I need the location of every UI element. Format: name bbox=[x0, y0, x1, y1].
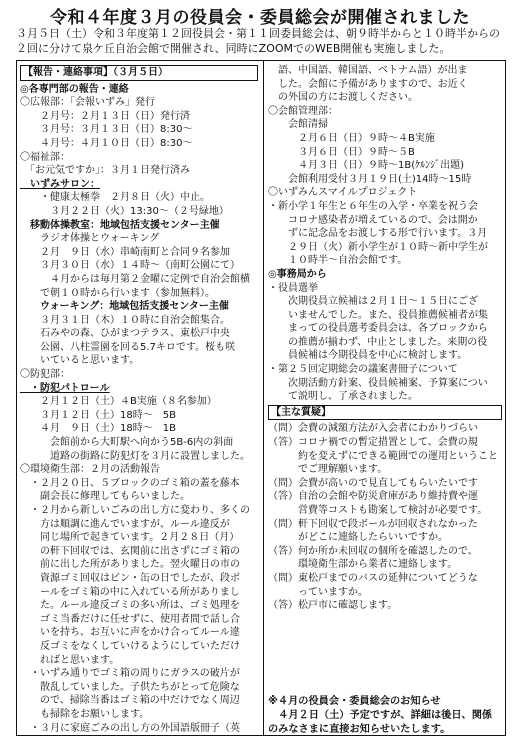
text-line: （問）東松戸までのバスの延伸についてどうな bbox=[268, 572, 478, 584]
text-line: の推薦が揃わず、中止としました。来期の役 bbox=[268, 336, 488, 348]
text-line: ４月からは毎月第２金曜に定例で自治会館横 bbox=[20, 273, 250, 285]
text-line: 【報告・連絡事項】（３月５日） bbox=[20, 65, 258, 81]
notice-section bbox=[268, 695, 502, 737]
text-line: 道路の街路に防犯灯を３月に設置しました。 bbox=[20, 450, 250, 462]
text-line: 次期役員立候補は２月１日～１５日にござ bbox=[268, 296, 478, 308]
text-line: ラジオ体操とウォーキング bbox=[20, 233, 160, 245]
text-line: ４月３日（日）９時～1B(ｹﾙﾝｼﾞ出題) bbox=[268, 160, 465, 172]
text-line: 副会長に修理してもらいました。 bbox=[20, 491, 190, 503]
text-line: 〇広報部：「会報いずみ」発行 bbox=[20, 97, 155, 109]
text-line: ４月 ９日（土）18時～ 1B bbox=[20, 423, 176, 435]
text-line: ３月号：３月１３日（日）8:30～ bbox=[20, 124, 193, 136]
text-line: ３月１２日（土）18時～ 5B bbox=[20, 409, 176, 421]
text-line: ３月６日（日）９時～５B bbox=[268, 146, 415, 158]
intro-line: ３月５日（土）令和３年度第１２回役員会・第１１回委員総会は、朝９時半からと１０時半からの bbox=[16, 27, 500, 40]
text-line: ２月 ９日（水）串崎南町と合同９名参加 bbox=[20, 246, 230, 258]
text-line: ・第２５回定期総会の議案書冊子について bbox=[268, 364, 458, 376]
text-line: 〇いずみんスマイルプロジェクト bbox=[268, 187, 418, 199]
text-line: ３月３１日（木）１０時に自治会館集合。 bbox=[20, 314, 230, 326]
text-line: ・新小学１年生と６年生の入学・卒業を祝う会 bbox=[268, 200, 478, 212]
text-line: 【主な質疑】 bbox=[268, 405, 502, 421]
text-line: ２９日（火）新小学生が１０時～新中学生が bbox=[268, 241, 488, 253]
text-line: 反ゴミをなくしていけるようにしていただけ bbox=[20, 640, 240, 652]
text-line: 〇会館管理部： bbox=[268, 105, 338, 117]
text-line: 移動体操教室：地域包括支援センター主催 bbox=[20, 219, 220, 231]
text-line: 会館前から大町駅へ向かう5B-6内の斜面 bbox=[20, 437, 234, 449]
text-line: いていると思います。 bbox=[20, 355, 140, 367]
text-line: 約を変えずにできる範囲での運用ということ bbox=[268, 450, 498, 462]
text-line: ・役員選挙 bbox=[268, 282, 318, 294]
text-line: ４月号：４月１０日（日）8:30～ bbox=[20, 137, 193, 149]
text-line: 次期活動方針案、役員候補案、予算案につい bbox=[268, 377, 488, 389]
text-line: ・３月に家庭ごみの出し方の外国語版冊子（英 bbox=[20, 722, 240, 734]
text-line: ・２月２０日、５ブロックのゴミ箱の蓋を藤本 bbox=[20, 477, 240, 489]
text-line: （答）コロナ禍での暫定措置として、会費の規 bbox=[268, 437, 478, 449]
text-line: ◎各専門部の報告・連絡 bbox=[20, 83, 129, 95]
text-line: た。ルール違反ゴミの多い所は、ゴミ処理を bbox=[20, 600, 240, 612]
text-line: ◎事務局から bbox=[268, 268, 327, 280]
text-line: ずに記念品をお渡しする形で行います。３月 bbox=[268, 228, 488, 240]
text-line: 前に出した所がありました。翌火曜日の市の bbox=[20, 559, 240, 571]
text-line: （答）松戸市に確認します。 bbox=[268, 600, 398, 612]
text-line: 公園、八柱霊園を回る5.7キロです。桜も咲 bbox=[20, 341, 236, 353]
text-line: ・いずみ通りでゴミ箱の周りにガラスの破片が bbox=[20, 668, 240, 680]
text-line: 方は順調に進んでいますが、ルール違反が bbox=[20, 518, 230, 530]
text-line: 〇環境衛生部：２月の活動報告 bbox=[20, 464, 160, 476]
column-divider bbox=[263, 60, 264, 736]
text-line: 員候補は今期役員を中心に検討します。 bbox=[268, 350, 468, 362]
text-line: ・防犯パトロール bbox=[20, 382, 110, 394]
left-column bbox=[20, 64, 258, 735]
text-line: ２月６日（日）９時～４B実施 bbox=[268, 132, 435, 144]
text-line: ればと思います。 bbox=[20, 654, 120, 666]
text-line: 営費等コストも勘案して検討が必要です。 bbox=[268, 505, 488, 516]
text-line: がどこに連絡したらいいですか。 bbox=[268, 532, 448, 544]
text-line: ・健康太極拳 ２月８日（火）中止。 bbox=[20, 192, 210, 204]
text-line: ゴミ当番だけに任せずに、使用者間で話し合 bbox=[20, 613, 240, 625]
text-line: 資源ゴミ回収はビン・缶の日でしたが、段ボ bbox=[20, 572, 240, 584]
text-line: 〇防犯部： bbox=[20, 369, 70, 381]
text-line: 「お元気ですか」：３月１日発行済み bbox=[20, 165, 190, 177]
text-line: 語、中国語、韓国語、ベトナム語）が出ま bbox=[268, 65, 468, 76]
notice-heading: ※４月の役員会・委員総会のお知らせ bbox=[268, 696, 441, 707]
text-line: 石みやの森、ひがまつテラス、東松戸中央 bbox=[20, 328, 230, 340]
text-line: ールをゴミ箱の中に入れている所がありまし bbox=[20, 586, 240, 598]
text-line: いずみサロン： bbox=[20, 178, 100, 190]
text-line: 〇福祉部： bbox=[20, 151, 70, 163]
text-line: でご理解願います。 bbox=[268, 464, 388, 476]
intro-line: ２回に分けて泉ケ丘自治会館で開催され、同時にZOOMでのWEB開催も実施しました。 bbox=[16, 42, 451, 55]
text-line: 会館利用受付３月１９日(土)14時～15時 bbox=[268, 173, 472, 185]
text-line: の外国の方にお渡しください。 bbox=[268, 92, 418, 104]
text-line: で朝１０時から行います（参加無料）。 bbox=[20, 287, 215, 299]
text-line: （答）何か所か未回収の個所を確認したので、 bbox=[268, 545, 478, 557]
text-line: した。会館に予備がありますので、お近く bbox=[268, 78, 468, 90]
text-line: いませんでした。また、役員推薦候補者が集 bbox=[268, 309, 488, 321]
page-title: 令和４年度３月の役員会・委員総会が開催されました bbox=[50, 8, 470, 28]
text-line: ・２月から新しいごみの出し方に変わり、多くの bbox=[20, 505, 250, 516]
text-line: も掃除をお願いします。 bbox=[20, 708, 150, 720]
text-line: （問）会費の減額方法が入会者にわかりづらい bbox=[268, 423, 478, 435]
text-line: ３月３０日（水）１４時～（南町公園にて） bbox=[20, 260, 240, 272]
text-line: 同じ場所で起きています。２月２８日（月） bbox=[20, 532, 240, 544]
text-line: （問）軒下回収で段ボールが回収されなかった bbox=[268, 518, 478, 530]
right-column bbox=[268, 64, 502, 613]
text-line: ウォーキング：地域包括支援センター主催 bbox=[20, 301, 229, 313]
text-line: （答）自治の会館や防災倉庫があり維持費や運 bbox=[268, 491, 478, 503]
notice-line: ４月２日（土）予定ですが、詳細は後日、関係 bbox=[268, 710, 493, 721]
intro-paragraph bbox=[16, 26, 508, 56]
notice-line: のみなさまに直接お知らせいたします。 bbox=[268, 724, 451, 735]
text-line: １０時半～自治会館です。 bbox=[268, 255, 408, 267]
text-line: ３月２２日（火）13:30～（２号緑地） bbox=[20, 205, 229, 217]
text-line: て説明し、了承されました。 bbox=[268, 391, 418, 403]
text-line: 環境衛生部から業者に連絡します。 bbox=[268, 559, 458, 571]
text-line: 会館清掃 bbox=[268, 119, 328, 131]
text-line: ので、掃除当番はゴミ箱の中だけでなく周辺 bbox=[20, 695, 240, 707]
text-line: ２月号：２月１３日（日）発行済 bbox=[20, 110, 190, 122]
text-line: （問）会費が高いので見直してもらいたいです bbox=[268, 477, 478, 489]
text-line: いを持ち、お互いに声をかけ合ってルール違 bbox=[20, 627, 240, 639]
text-line: コロナ感染者が増えているので、会は開か bbox=[268, 214, 478, 226]
text-line: 散乱していました。子供たちがとって危険な bbox=[20, 681, 240, 693]
text-line: っていますか。 bbox=[268, 586, 368, 598]
text-line: ２月１２日（土）４B実施（８名参加） bbox=[20, 396, 217, 408]
text-line: の軒下回収では、玄関前に出さずにゴミ箱の bbox=[20, 545, 240, 557]
text-line: まっての役員選考委員会は、各ブロックから bbox=[268, 323, 488, 335]
